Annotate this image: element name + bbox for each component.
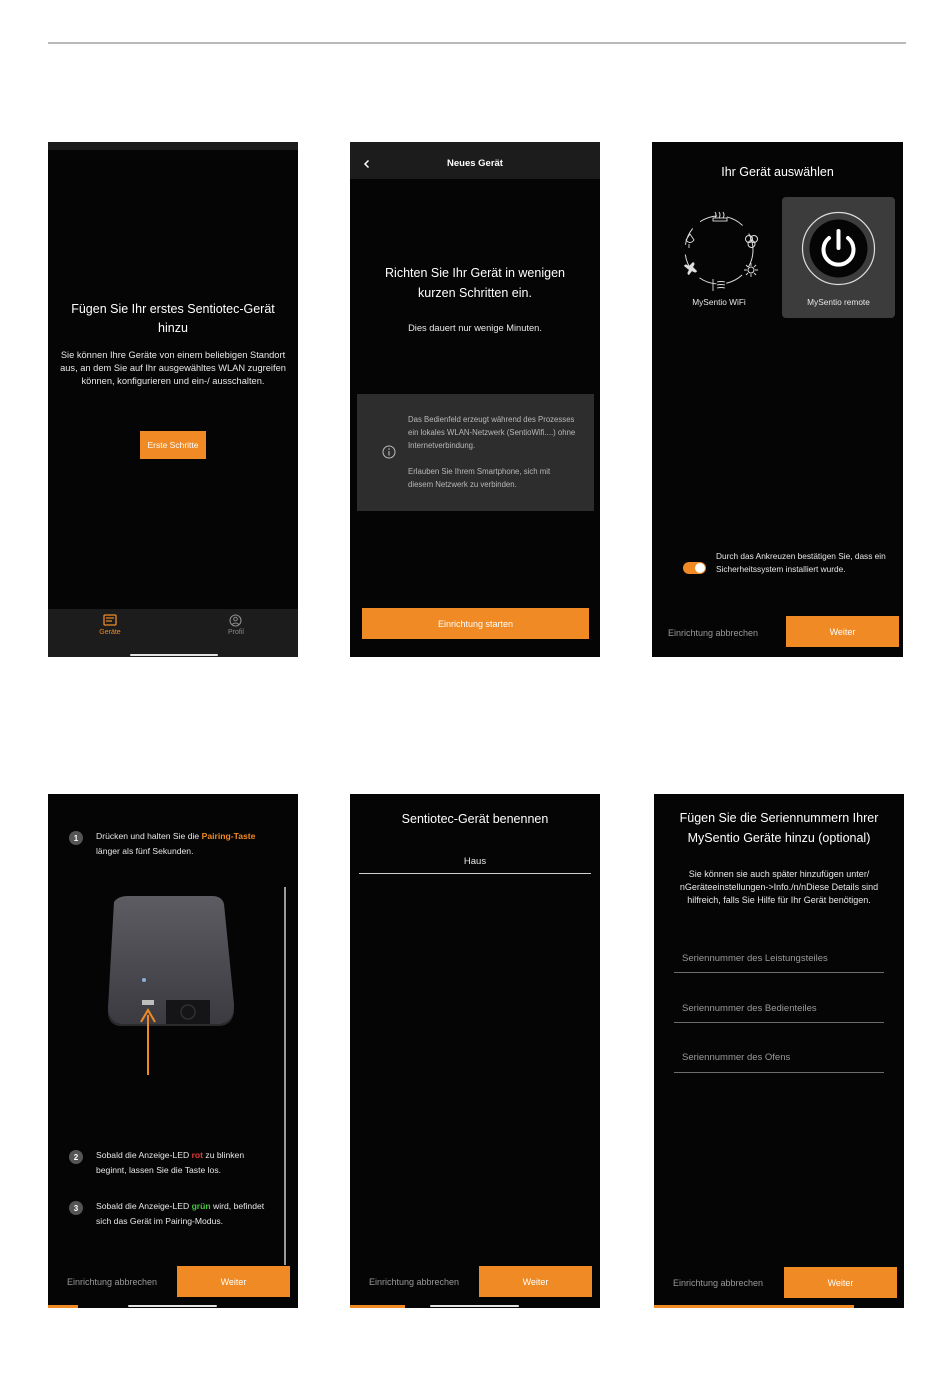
serial-heater-field[interactable]: Seriennummer des Ofens bbox=[682, 1052, 791, 1063]
back-chevron-icon[interactable] bbox=[362, 156, 372, 166]
screen-pairing bbox=[48, 794, 298, 1308]
setup-title: Richten Sie Ihr Gerät in wenigen kurzen Schritten ein. bbox=[385, 266, 565, 300]
screen-serial-numbers bbox=[654, 794, 904, 1308]
serial-title: Fügen Sie die Seriennummern Ihrer MySentio Geräte hinzu (optional) bbox=[679, 811, 879, 845]
progress-fill bbox=[350, 1305, 405, 1308]
next-button[interactable]: Weiter bbox=[479, 1266, 592, 1297]
status-bar bbox=[48, 142, 298, 150]
screen-new-device bbox=[350, 142, 600, 657]
device-name-underline bbox=[359, 873, 591, 874]
mysentio-wifi-icon bbox=[675, 206, 763, 292]
page-top-rule bbox=[48, 42, 906, 44]
device-option-wifi[interactable] bbox=[669, 200, 769, 318]
safety-toggle[interactable] bbox=[683, 562, 706, 574]
devices-icon bbox=[103, 614, 117, 626]
home-indicator bbox=[430, 1305, 519, 1307]
info-text-2: Erlauben Sie Ihrem Smartphone, sich mit diesem Netzwerk zu verbinden. bbox=[408, 467, 551, 489]
get-started-button[interactable]: Erste Schritte bbox=[140, 431, 206, 459]
power-icon bbox=[801, 211, 876, 286]
scroll-bar[interactable] bbox=[284, 887, 286, 1265]
tab-devices-label: Geräte bbox=[99, 629, 121, 636]
device-name-input[interactable]: Haus bbox=[463, 856, 487, 867]
device-option-remote[interactable] bbox=[782, 197, 895, 318]
step-2-text: Sobald die Anzeige-LED rot zu blinken beginnt, lassen Sie die Taste los. bbox=[96, 1150, 245, 1175]
name-device-title: Sentiotec-Gerät benennen bbox=[401, 812, 549, 826]
screen-welcome bbox=[48, 142, 298, 657]
info-icon bbox=[382, 445, 396, 464]
step-3-text: Sobald die Anzeige-LED grün wird, befindet sich das Gerät im Pairing-Modus. bbox=[96, 1201, 265, 1226]
step-1-text: Drücken und halten Sie die Pairing-Taste länger als fünf Sekunden. bbox=[96, 831, 256, 856]
profile-icon bbox=[229, 614, 242, 627]
home-indicator bbox=[128, 1305, 217, 1307]
next-button[interactable]: Weiter bbox=[786, 616, 899, 647]
cancel-setup-link[interactable]: Einrichtung abbrechen bbox=[668, 628, 759, 638]
cancel-setup-link[interactable]: Einrichtung abbrechen bbox=[673, 1278, 764, 1288]
tab-profile-label: Profil bbox=[228, 629, 244, 636]
start-setup-button[interactable]: Einrichtung starten bbox=[362, 608, 589, 639]
serial-power-unit-underline bbox=[674, 972, 884, 973]
tab-profile[interactable] bbox=[214, 614, 258, 644]
home-indicator bbox=[130, 654, 218, 656]
serial-power-unit-field[interactable]: Seriennummer des Leistungsteiles bbox=[682, 953, 828, 964]
info-panel bbox=[357, 394, 594, 511]
next-button[interactable]: Weiter bbox=[177, 1266, 290, 1297]
step-number-1: 1 bbox=[69, 831, 83, 845]
serial-control-unit-underline bbox=[674, 1022, 884, 1023]
serial-heater-underline bbox=[674, 1072, 884, 1073]
cancel-setup-link[interactable]: Einrichtung abbrechen bbox=[369, 1277, 460, 1287]
info-text-1: Das Bedienfeld erzeugt während des Prozesses ein lokales WLAN-Netzwerk (SentioWifi....) ohne Internetverbindung. bbox=[408, 415, 576, 450]
welcome-title: Fügen Sie Ihr erstes Sentiotec-Gerät hinzu bbox=[71, 302, 275, 335]
progress-fill bbox=[654, 1305, 854, 1308]
tab-bar bbox=[48, 609, 298, 657]
step-number-3: 3 bbox=[69, 1201, 83, 1215]
safety-toggle-text: Durch das Ankreuzen bestätigen Sie, dass ein Sicherheitssystem installiert wurde. bbox=[716, 551, 886, 574]
step-number-2: 2 bbox=[69, 1150, 83, 1164]
option-wifi-label: MySentio WiFi bbox=[692, 297, 746, 307]
toggle-knob bbox=[695, 563, 705, 573]
device-pairing-illustration bbox=[104, 894, 240, 1084]
progress-track bbox=[654, 1305, 904, 1308]
welcome-body: Sie können Ihre Geräte von einem beliebigen Standort aus, an dem Sie auf Ihr ausgewähltes WLAN zugreifen können, konfigurieren und ein-/ ausschalten. bbox=[60, 350, 286, 386]
option-remote-label: MySentio remote bbox=[807, 297, 870, 307]
screen-select-device bbox=[652, 142, 903, 657]
progress-fill bbox=[48, 1305, 78, 1308]
header-title: Neues Gerät bbox=[447, 158, 503, 169]
setup-subtitle: Dies dauert nur wenige Minuten. bbox=[408, 323, 542, 333]
select-device-title: Ihr Gerät auswählen bbox=[721, 165, 834, 179]
screen-name-device bbox=[350, 794, 600, 1308]
next-button[interactable]: Weiter bbox=[784, 1267, 897, 1298]
serial-body: Sie können sie auch später hinzufügen unter/ nGeräteeinstellungen->Info./n/nDiese Details sind hilfreich, falls Sie Hilfe für Ihr Gerät benötigen. bbox=[679, 869, 879, 905]
cancel-setup-link[interactable]: Einrichtung abbrechen bbox=[67, 1277, 158, 1287]
tab-devices[interactable] bbox=[88, 614, 132, 644]
header-bar bbox=[350, 142, 600, 179]
serial-control-unit-field[interactable]: Seriennummer des Bedienteiles bbox=[682, 1003, 817, 1014]
